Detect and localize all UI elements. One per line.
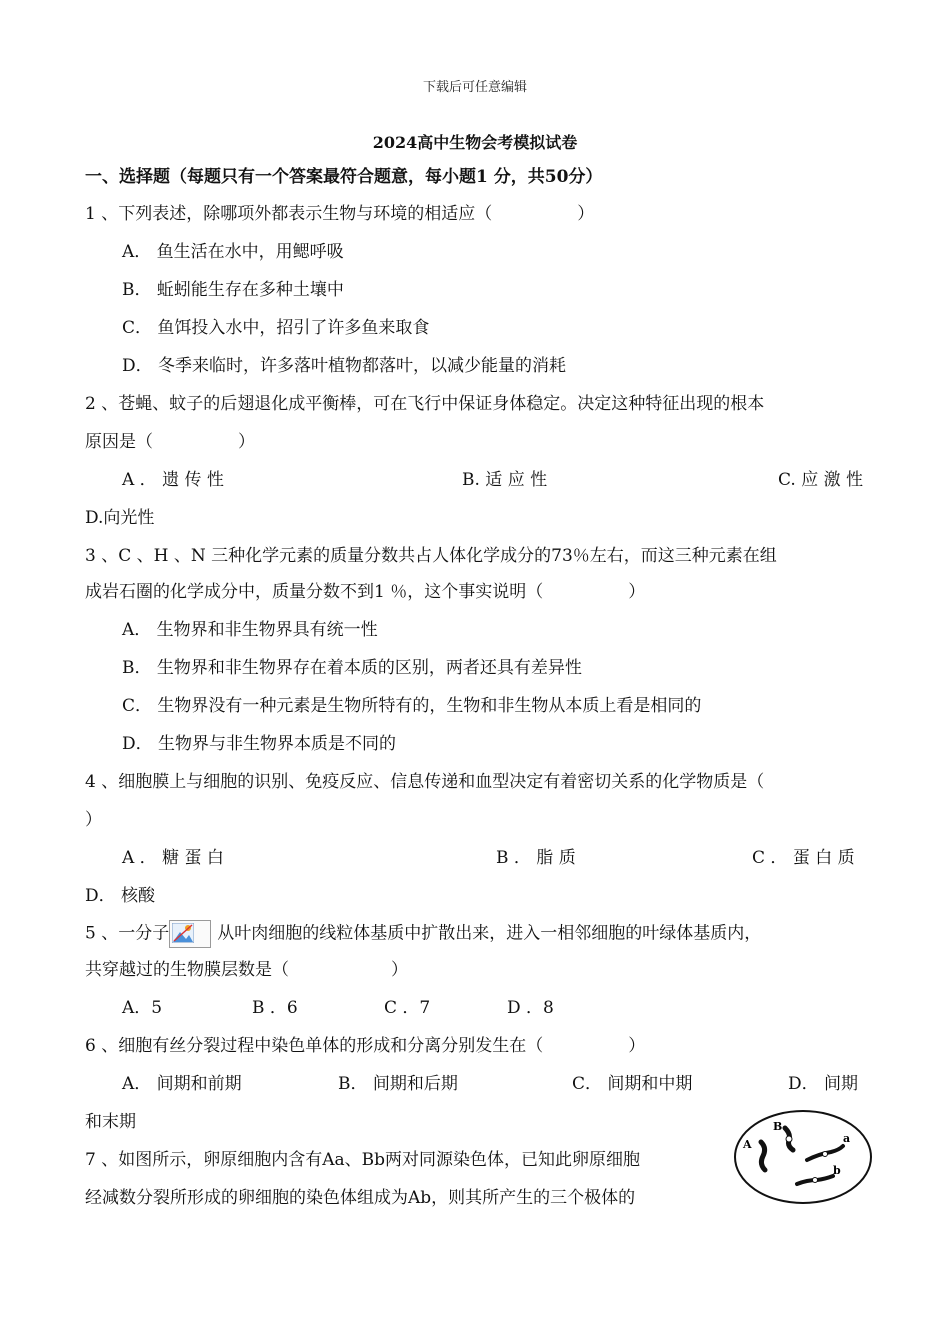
question-5-stem-prefix: 5 、一分子 [85,923,170,944]
question-3-option-a: A． 生物界和非生物界具有统一性 [122,620,378,640]
question-5-stem-line-1 [85,920,761,948]
question-5-option-c: C ．7 [384,998,431,1018]
question-3-stem-line-1: 3 、C 、H 、N 三种化学元素的质量分数共占人体化学成分的73％左右，而这三种元素在组 [85,546,777,566]
question-2-stem-line-2: 原因是（ ） [85,432,255,452]
question-1-stem: 1 、下列表述，除哪项外都表示生物与环境的相适应（ ） [85,204,595,224]
section-heading: 一、选择题（每题只有一个答案最符合题意，每小题1 分，共50分） [85,167,603,187]
question-2-option-d: D.向光性 [85,508,155,528]
question-5-option-b: B ．6 [252,998,298,1018]
question-4-stem-line-1: 4 、细胞膜上与细胞的识别、免疫反应、信息传递和血型决定有着密切关系的化学物质是（ [85,772,765,792]
question-3-option-c: C． 生物界没有一种元素是生物所特有的，生物和非生物从本质上看是相同的 [122,696,702,716]
question-2-option-a: A ． 遗 传 性 [122,470,224,490]
question-4-option-d: D． 核酸 [85,886,156,906]
question-5-option-d: D ．8 [507,998,554,1018]
question-1-option-b: B． 蚯蚓能生存在多种土壤中 [122,280,344,300]
label-B: B [773,1120,783,1133]
question-7-stem-line-2: 经减数分裂所形成的卵细胞的染色体组成为Ab，则其所产生的三个极体的 [85,1188,636,1208]
question-4-option-b: B ． 脂 质 [496,848,576,868]
oocyte-chromosome-figure [733,1108,873,1206]
question-5-option-a: A．5 [122,998,163,1018]
question-3-option-b: B． 生物界和非生物界存在着本质的区别，两者还具有差异性 [122,658,582,678]
question-1-option-d: D． 冬季来临时，许多落叶植物都落叶，以减少能量的消耗 [122,356,567,376]
question-7-stem-line-1: 7 、如图所示，卵原细胞内含有Aa、Bb两对同源染色体，已知此卵原细胞 [85,1150,641,1170]
question-2-stem-line-1: 2 、苍蝇、蚊子的后翅退化成平衡棒，可在飞行中保证身体稳定。决定这种特征出现的根本 [85,394,765,414]
question-6-option-a: A． 间期和前期 [122,1074,242,1094]
question-4-stem-line-2: ） [85,810,102,830]
cell-outline [735,1111,871,1203]
question-6-option-d: D． 间期 [788,1074,859,1094]
label-a: a [843,1132,851,1145]
chromosome-A [761,1142,765,1170]
question-2-option-c: C. 应 激 性 [778,470,864,490]
question-1-option-c: C． 鱼饵投入水中，招引了许多鱼来取食 [122,318,430,338]
question-4-option-c: C ． 蛋 白 质 [752,848,855,868]
page-header: 下载后可任意编辑 [422,80,527,95]
page-title: 2024高中生物会考模拟试卷 [372,133,578,152]
label-b: b [833,1164,841,1177]
question-6-option-c: C． 间期和中期 [572,1074,693,1094]
question-1-option-a: A． 鱼生活在水中，用鳃呼吸 [122,242,344,262]
question-6-option-b: B． 间期和后期 [338,1074,458,1094]
broken-image-icon [169,920,211,948]
question-3-option-d: D． 生物界与非生物界本质是不同的 [122,734,397,754]
question-6-stem: 6 、细胞有丝分裂过程中染色单体的形成和分离分别发生在（ ） [85,1036,646,1056]
question-5-stem-line-2: 共穿越过的生物膜层数是（ ） [85,960,408,980]
question-4-option-a: A ． 糖 蛋 白 [122,848,224,868]
question-3-stem-line-2: 成岩石圈的化学成分中，质量分数不到1 ％，这个事实说明（ ） [85,582,646,602]
label-A: A [743,1138,752,1151]
question-6-option-d-continued: 和末期 [85,1112,136,1132]
question-5-stem-suffix: 从叶肉细胞的线粒体基质中扩散出来，进入一相邻细胞的叶绿体基质内， [217,923,762,944]
question-2-option-b: B. 适 应 性 [462,470,548,490]
